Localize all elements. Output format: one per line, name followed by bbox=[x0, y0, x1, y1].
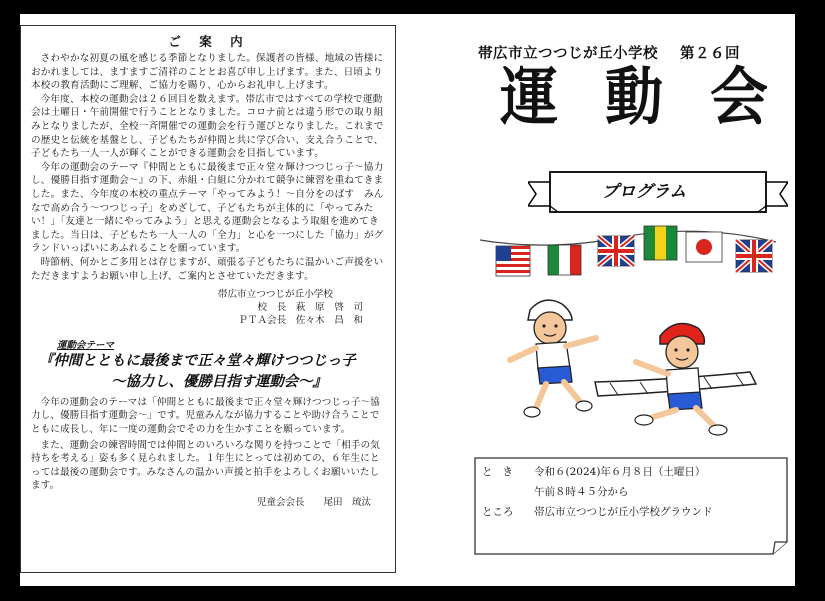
greeting-paragraph: さわやかな初夏の風を感じる季節となりました。保護者の皆様、地域の皆様におかれましては、ますますご清祥のこととお喜び申し上げます。また、日頃より本校の教育活動にご理解、ご協力を賜り、心からお礼申し上げます。 bbox=[31, 53, 384, 92]
greeting-panel bbox=[20, 25, 396, 573]
greeting-paragraph: 今年度、本校の運動会は２６回目を数えます。帯広市ではすべての学校で運動会は土曜日・午前開催で行うこととなりました。コロナ前とは違う形での取り組みとなりましたが、全校一斉開催での運動会を行う運びとなりました。これまでの歴史と伝統を基盤とし、子どもたちが仲間と共に学び合い、支え合うことで、子どもたち一人一人が輝くことができる運動会を目指しています。 bbox=[31, 93, 384, 160]
signature-school: 帯広市立つつじが丘小学校 bbox=[217, 289, 333, 301]
edition-number: 第２６回 bbox=[680, 46, 740, 62]
event-title bbox=[500, 62, 770, 132]
signature-child-council: 児童会会長 尾田 琉汰 bbox=[256, 497, 371, 509]
flag-garland-icon bbox=[478, 220, 778, 290]
theme-tag: 運動会テーマ bbox=[57, 340, 115, 352]
info-value: 午前８時４５分から bbox=[534, 486, 629, 498]
info-label: ところ bbox=[482, 506, 514, 518]
signature-principal: 校 長 萩 原 啓 司 bbox=[257, 302, 363, 314]
theme-line-1: 『仲間とともに最後まで正々堂々輝けつつじっ子 bbox=[39, 353, 356, 370]
running-children-illustration-icon bbox=[500, 290, 760, 440]
theme-paragraph: 今年の運動会のテーマは「仲間とともに最後まで正々堂々輝けつつじっ子～協力し、優勝目指す運動会～」です。児童みんなが協力することや助け合うことでともに成長し、年に一度の運動会でその力を生かすことを願っています。 bbox=[31, 397, 381, 435]
info-row-date bbox=[476, 462, 776, 482]
greeting-heading: ご 案 内 bbox=[168, 34, 250, 49]
title-char: 会 bbox=[709, 60, 770, 134]
info-value: 帯広市立つつじが丘小学校グラウンド bbox=[534, 506, 713, 518]
signature-pta: ＰＴＡ会長 佐々木 昌 和 bbox=[238, 315, 363, 327]
theme-paragraph: また、運動会の練習時間では仲間とのいろいろな関りを持つことで「相手の気持ちを考える」姿も多く見られました。１年生にとっては初めての、６年生にとっては最後の運動会です。みなさんの温かい声援と拍手をよろしくお願いいたします。 bbox=[31, 439, 381, 491]
info-value: 令和６(2024)年６月８日（土曜日） bbox=[534, 466, 706, 478]
info-row-place bbox=[476, 502, 776, 522]
event-info bbox=[476, 462, 776, 522]
theme-line-2: ～協力し、優勝目指す運動会～』 bbox=[111, 374, 327, 391]
info-row-time bbox=[476, 482, 776, 502]
title-char: 運 bbox=[500, 60, 561, 134]
greeting-paragraph: 時節柄、何かとご多用とは存じますが、頑張る子どもたちに温かいご声援をいただきますようお願い申し上げ、ご案内とさせていただきます。 bbox=[31, 256, 384, 282]
info-label: とき bbox=[482, 466, 523, 478]
title-char: 動 bbox=[604, 60, 665, 134]
info-label bbox=[476, 482, 534, 502]
greeting-paragraph: 今年の運動会のテーマ『仲間とともに最後まで正々堂々輝けつつじっ子～協力し、優勝目指す運動会～』の下、赤組・白組に分かれて競争に練習を重ねてきました。また、今年度の本校の重点テーマ「やってみよう！～自分をのばす みんなで高め合う～つつじっ子」をめざして、子どもたちが主体的に「やってみたい！」「友達と一緒にやってみよう」と思える運動会となるよう取組を進めてきました。当日は、子どもたち一人一人の「全力」と心を一つにした「協力」がグランドいっぱいにあふれることを願っています。 bbox=[31, 161, 384, 255]
school-name: 帯広市立つつじが丘小学校 bbox=[478, 46, 658, 62]
program-label: プログラム bbox=[601, 182, 687, 202]
